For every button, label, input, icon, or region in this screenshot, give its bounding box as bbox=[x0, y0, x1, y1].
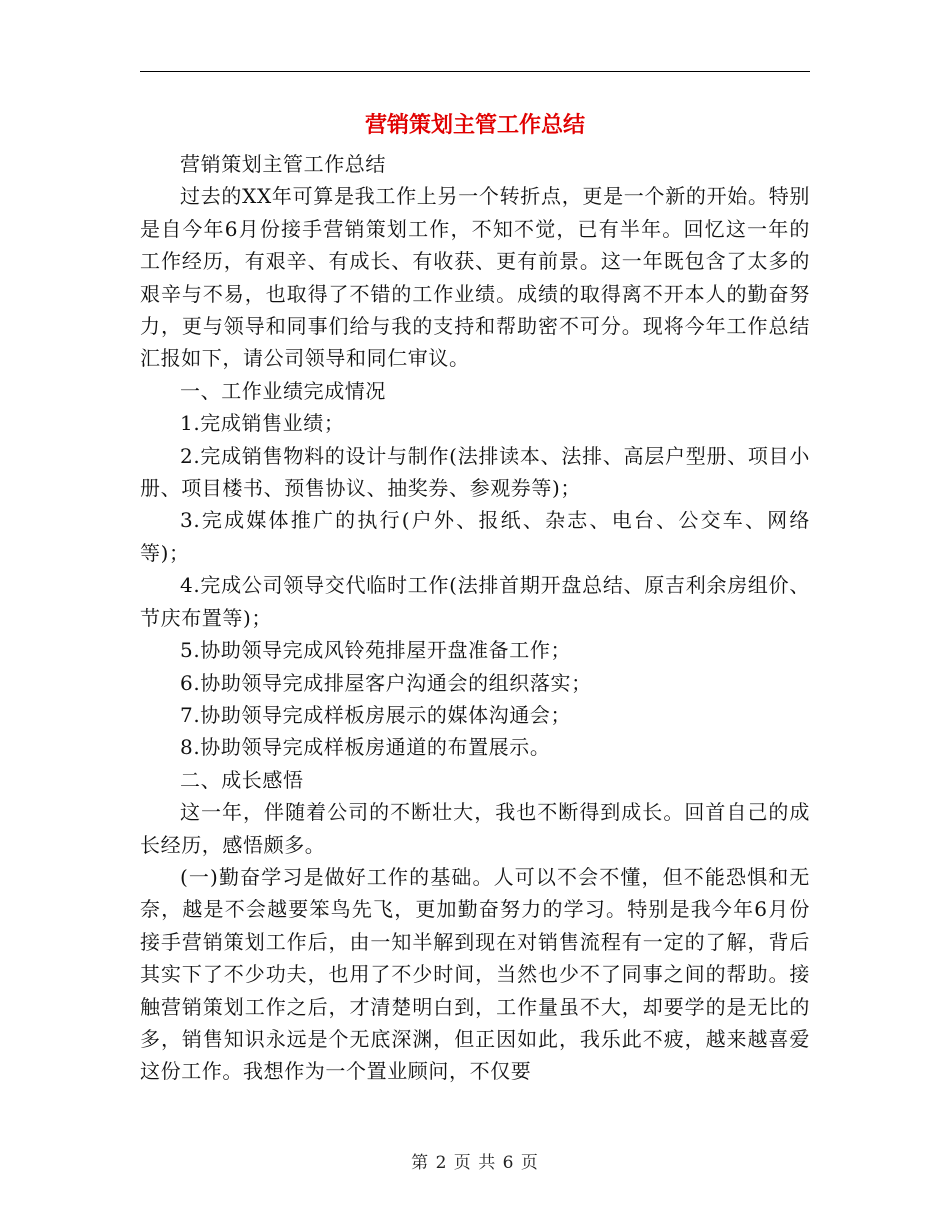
document-title: 营销策划主管工作总结 bbox=[364, 112, 585, 138]
paragraph-intro: 过去的XX年可算是我工作上另一个转折点，更是一个新的开始。特别是自今年6月份接手营销策划工作，不知不觉，已有半年。回忆这一年的工作经历，有艰辛、有成长、有收获、更有前景。这一年既包含了太多的艰辛与不易，也取得了不错的工作业绩。成绩的取得离不开本人的勤奋努力，更与领导和同事们给与我的支持和帮助密不可分。现将今年工作总结汇报如下，请公司领导和同仁审议。 bbox=[140, 184, 810, 371]
list-item: 8.协助领导完成样板房通道的布置展示。 bbox=[180, 735, 551, 760]
paragraph-study: (一)勤奋学习是做好工作的基础。人可以不会不懂，但不能恐惧和无奈，越是不会越要笨鸟先飞，更加勤奋努力的学习。特别是我今年6月份接手营销策划工作后，由一知半解到现在对销售流程有一定的了解，背后其实下了不少功夫，也用了不少时间，当然也少不了同事之间的帮助。接触营销策划工作之后，才清楚明白到，工作量虽不大，却要学的是无比的多，销售知识永远是个无底深渊，但正因如此，我乐此不疲，越来越喜爱这份工作。我想作为一个置业顾问，不仅要 bbox=[140, 864, 810, 1084]
list-item: 6.协助领导完成排屋客户沟通会的组织落实； bbox=[180, 670, 592, 695]
list-item: 2.完成销售物料的设计与制作(法排读本、法排、高层户型册、项目小册、项目楼书、预售协议、抽奖券、参观券等)； bbox=[140, 443, 810, 501]
header-rule bbox=[140, 71, 810, 72]
list-item: 7.协助领导完成样板房展示的媒体沟通会； bbox=[180, 702, 572, 727]
paragraph-subtitle: 营销策划主管工作总结 bbox=[180, 152, 386, 176]
list-item: 3.完成媒体推广的执行(户外、报纸、杂志、电台、公交车、网络等)； bbox=[140, 508, 810, 565]
list-item: 5.协助领导完成风铃苑排屋开盘准备工作； bbox=[180, 638, 572, 663]
section-heading-performance: 一、工作业绩完成情况 bbox=[180, 378, 386, 403]
list-item: 4.完成公司领导交代临时工作(法排首期开盘总结、原吉利余房组价、节庆布置等)； bbox=[140, 573, 810, 630]
document-body bbox=[140, 148, 810, 1088]
section-heading-growth: 二、成长感悟 bbox=[180, 767, 304, 792]
list-item: 1.完成销售业绩； bbox=[180, 411, 345, 436]
page-number-footer: 第 2 页 共 6 页 bbox=[411, 1153, 539, 1173]
paragraph-growth-intro: 这一年，伴随着公司的不断壮大，我也不断得到成长。回首自己的成长经历，感悟颇多。 bbox=[140, 800, 810, 857]
